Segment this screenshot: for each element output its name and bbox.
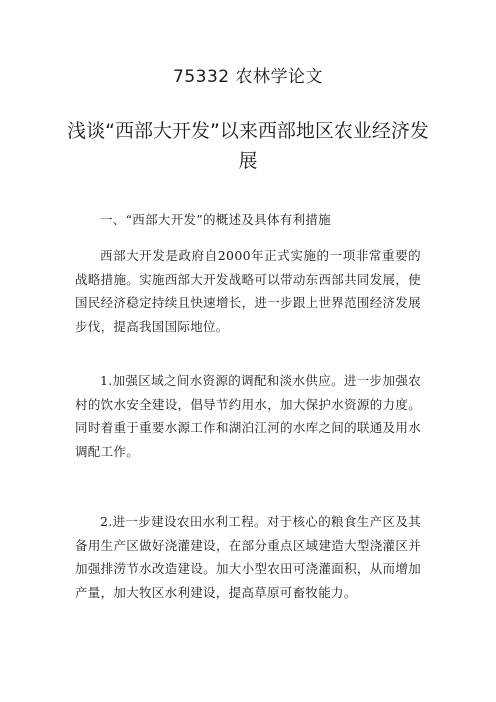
paragraph-intro: 西部大开发是政府自2000年正式实施的一项非常重要的战略措施。实施西部大开发战略可以带动东西部共同发展，使国民经济稳定持续且快速增长，进一步跟上世界范围经济发展步伐，提高我国国际地位。 [75, 248, 421, 334]
section-heading: 一、“西部大开发”的概述及具体有利措施 [100, 212, 331, 227]
paragraph-measure-1: 1.加强区域之间水资源的调配和淡水供应。进一步加强农村的饮水安全建设，倡导节约用水，加大保护水资源的力度。同时着重于重要水源工作和湖泊江河的水库之间的联通及用水调配工作。 [75, 373, 421, 459]
paragraph-measure-2: 2.进一步建设农田水利工程。对于核心的粮食生产区及其备用生产区做好浇灌建设，在部分重点区域建造大型浇灌区并加强排涝节水改造建设。加大小型农田可浇灌面积，从而增加产量，加大牧区水利建设，提高草原可畜牧能力。 [75, 514, 421, 600]
document-title: 浅谈“西部大开发”以来西部地区农业经济发展 [67, 120, 429, 172]
document-id: 75332 农林学论文 [173, 67, 323, 87]
